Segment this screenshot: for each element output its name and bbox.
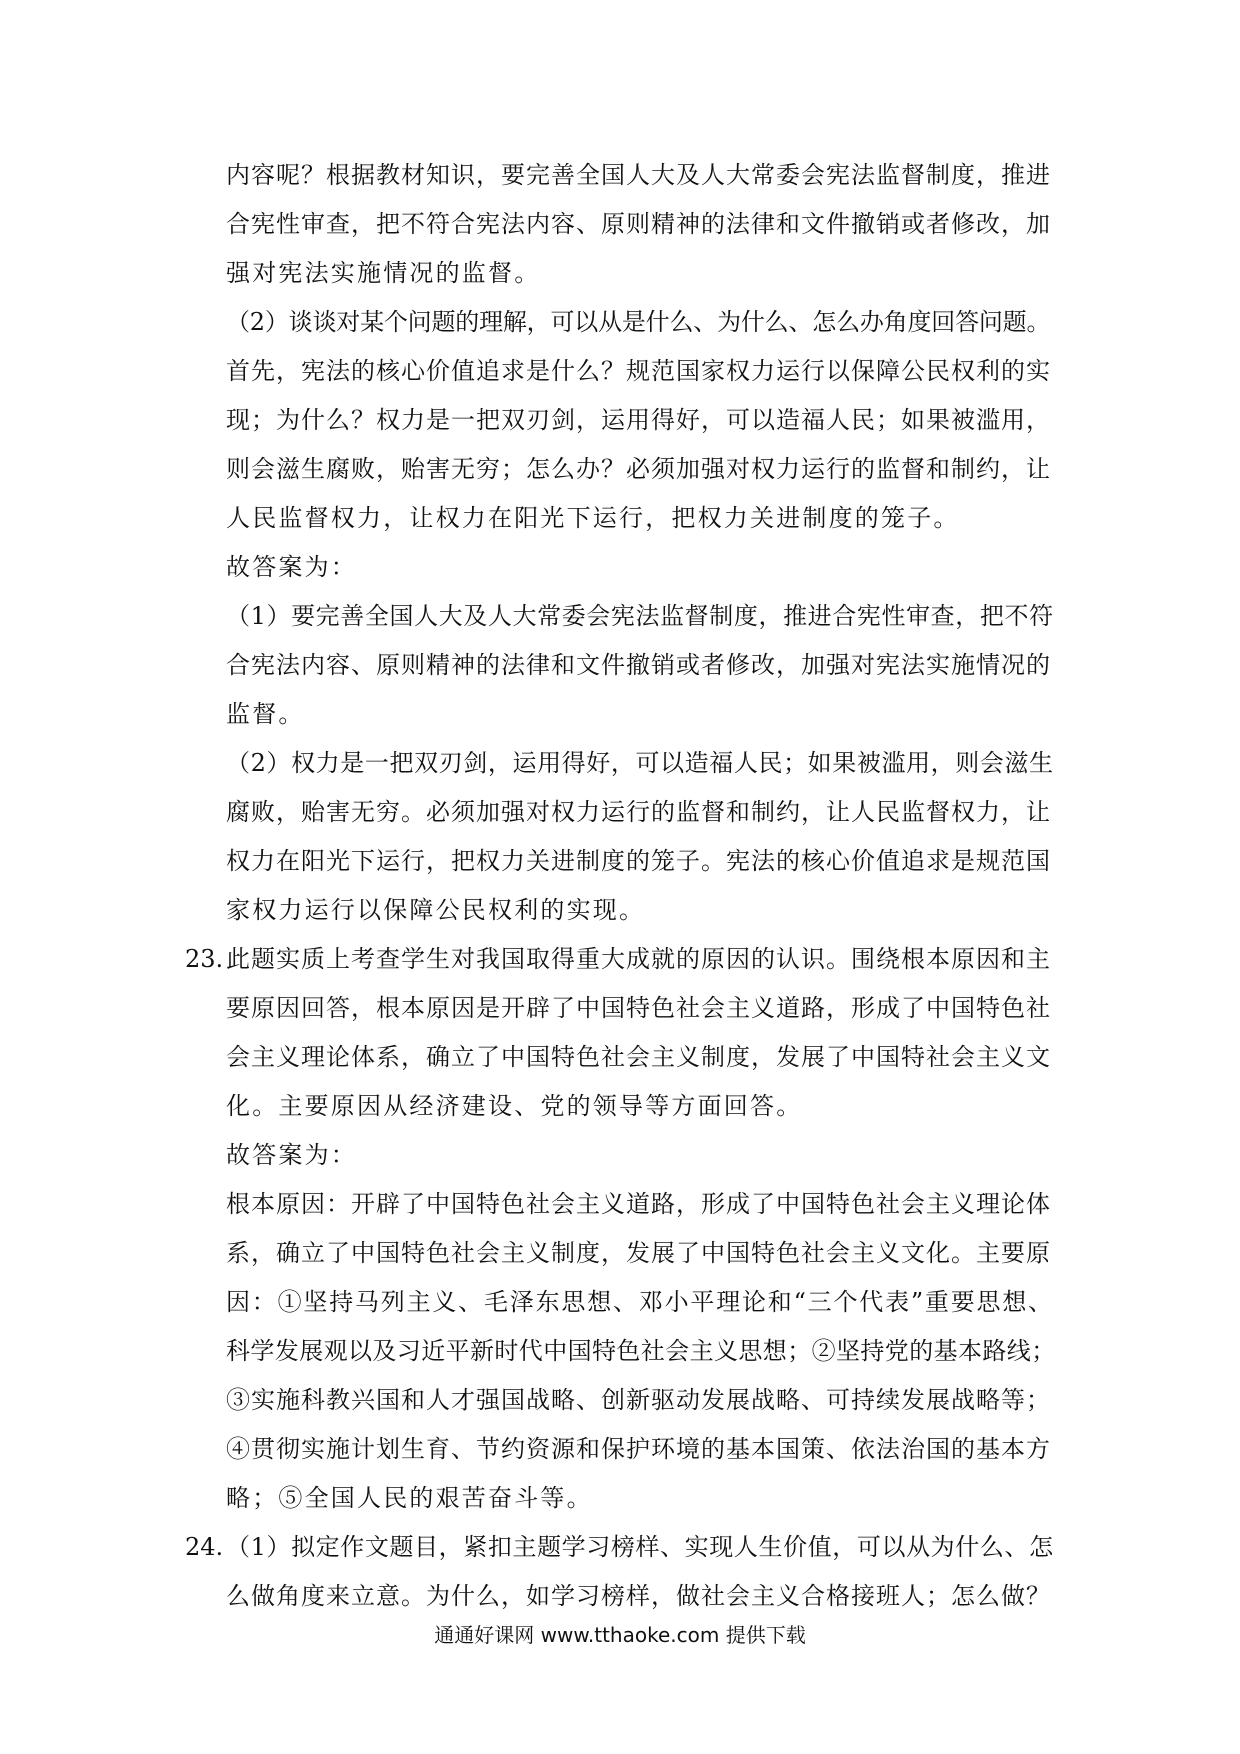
- question-number: 23.: [185, 945, 224, 973]
- text-line: （2）谈谈对某个问题的理解，可以从是什么、为什么、怎么办角度回答问题。: [226, 308, 1051, 336]
- text-line: （1）要完善全国人大及人大常委会宪法监督制度，推进合宪性审查，把不符: [226, 602, 1054, 630]
- text-line: 首先，宪法的核心价值追求是什么？规范国家权力运行以保障公民权利的实: [226, 357, 1051, 385]
- text-line: 腐败，贻害无穷。必须加强对权力运行的监督和制约，让人民监督权力，让: [226, 798, 1051, 826]
- text-line: 家权力运行以保障公民权利的实现。: [226, 896, 646, 924]
- text-line: 根本原因：开辟了中国特色社会主义道路，形成了中国特色社会主义理论体: [226, 1190, 1051, 1218]
- text-line: 化。主要原因从经济建设、党的领导等方面回答。: [226, 1092, 803, 1120]
- answer-label: 故答案为：: [226, 553, 357, 581]
- text-line: ③实施科教兴国和人才强国战略、创新驱动发展战略、可持续发展战略等；: [226, 1386, 1051, 1414]
- text-line: 合宪性审查，把不符合宪法内容、原则精神的法律和文件撤销或者修改，加: [226, 210, 1051, 238]
- text-line: 人民监督权力，让权力在阳光下运行，把权力关进制度的笼子。: [226, 504, 960, 532]
- text-line: 略；⑤全国人民的艰苦奋斗等。: [226, 1484, 593, 1512]
- text-line: 么做角度来立意。为什么，如学习榜样，做社会主义合格接班人；怎么做？: [226, 1582, 1051, 1610]
- text-line: 内容呢？根据教材知识，要完善全国人大及人大常委会宪法监督制度，推进: [226, 161, 1051, 189]
- text-line: 则会滋生腐败，贻害无穷；怎么办？必须加强对权力运行的监督和制约，让: [226, 455, 1051, 483]
- text-line: 现；为什么？权力是一把双刃剑，运用得好，可以造福人民；如果被滥用，: [226, 406, 1051, 434]
- text-line: ④贯彻实施计划生育、节约资源和保护环境的基本国策、依法治国的基本方: [226, 1435, 1051, 1463]
- text-line: 权力在阳光下运行，把权力关进制度的笼子。宪法的核心价值追求是规范国: [226, 847, 1051, 875]
- text-line: （2）权力是一把双刃剑，运用得好，可以造福人民；如果被滥用，则会滋生: [226, 749, 1054, 777]
- text-line: 强对宪法实施情况的监督。: [226, 259, 541, 287]
- text-line: 要原因回答，根本原因是开辟了中国特色社会主义道路，形成了中国特色社: [226, 994, 1051, 1022]
- text-line: 合宪法内容、原则精神的法律和文件撤销或者修改，加强对宪法实施情况的: [226, 651, 1051, 679]
- answer-label: 故答案为：: [226, 1141, 357, 1169]
- text-line: 科学发展观以及习近平新时代中国特色社会主义思想；②坚持党的基本路线；: [226, 1337, 1056, 1365]
- text-line: 系，确立了中国特色社会主义制度，发展了中国特色社会主义文化。主要原: [226, 1239, 1051, 1267]
- question-number: 24.: [185, 1533, 224, 1561]
- text-line: 因：①坚持马列主义、毛泽东思想、邓小平理论和“三个代表”重要思想、: [226, 1288, 1054, 1316]
- page-footer: 通通好课网 www.tthaoke.com 提供下载: [434, 1623, 806, 1647]
- text-line: 此题实质上考查学生对我国取得重大成就的原因的认识。围绕根本原因和主: [226, 945, 1051, 973]
- text-line: 会主义理论体系，确立了中国特色社会主义制度，发展了中国特社会主义文: [226, 1043, 1051, 1071]
- text-line: 监督。: [226, 700, 305, 728]
- text-line: （1）拟定作文题目，紧扣主题学习榜样、实现人生价值，可以从为什么、怎: [226, 1533, 1054, 1561]
